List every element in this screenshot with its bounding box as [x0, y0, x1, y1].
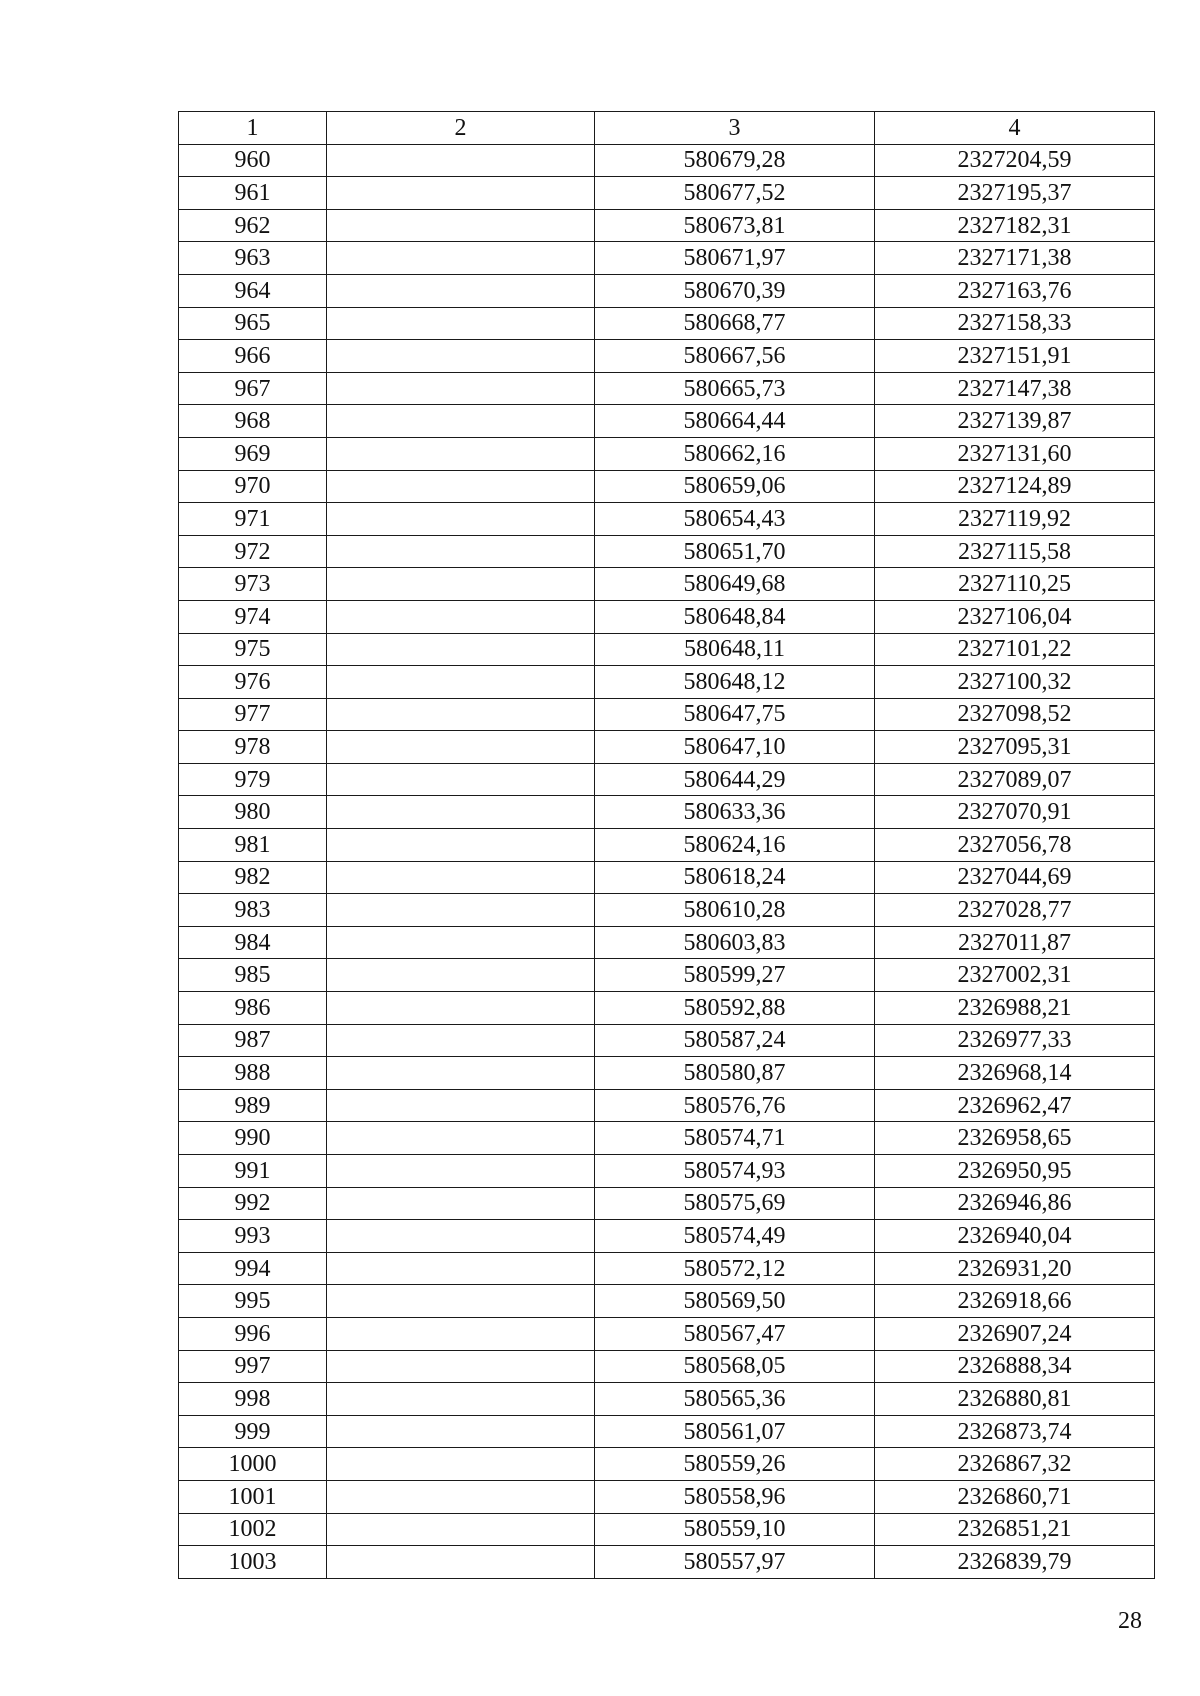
y-coordinate-cell: 2327089,07: [875, 763, 1155, 796]
y-coordinate-cell: 2326860,71: [875, 1480, 1155, 1513]
x-coordinate-cell: 580592,88: [595, 992, 875, 1025]
table-row: [179, 405, 1155, 438]
x-coordinate-cell: 580679,28: [595, 144, 875, 177]
table-row: [179, 763, 1155, 796]
description-cell: [327, 731, 595, 764]
description-cell: [327, 340, 595, 373]
x-coordinate-cell: 580559,10: [595, 1513, 875, 1546]
description-cell: [327, 1220, 595, 1253]
y-coordinate-cell: 2326888,34: [875, 1350, 1155, 1383]
table-row: [179, 1252, 1155, 1285]
description-cell: [327, 144, 595, 177]
table-row: [179, 1122, 1155, 1155]
x-coordinate-cell: 580587,24: [595, 1024, 875, 1057]
table-row: [179, 209, 1155, 242]
description-cell: [327, 698, 595, 731]
table-header: [179, 112, 1155, 145]
x-coordinate-cell: 580647,75: [595, 698, 875, 731]
description-cell: [327, 503, 595, 536]
x-coordinate-cell: 580559,26: [595, 1448, 875, 1481]
point-number-cell: 1002: [179, 1513, 327, 1546]
y-coordinate-cell: 2326931,20: [875, 1252, 1155, 1285]
point-number-cell: 968: [179, 405, 327, 438]
point-number-cell: 987: [179, 1024, 327, 1057]
description-cell: [327, 600, 595, 633]
x-coordinate-cell: 580580,87: [595, 1057, 875, 1090]
y-coordinate-cell: 2327070,91: [875, 796, 1155, 829]
point-number-cell: 978: [179, 731, 327, 764]
table-row: [179, 470, 1155, 503]
y-coordinate-cell: 2327115,58: [875, 535, 1155, 568]
y-coordinate-cell: 2326940,04: [875, 1220, 1155, 1253]
description-cell: [327, 829, 595, 862]
description-cell: [327, 1089, 595, 1122]
x-coordinate-cell: 580576,76: [595, 1089, 875, 1122]
table-row: [179, 666, 1155, 699]
table-body: [179, 144, 1155, 1578]
x-coordinate-cell: 580574,93: [595, 1155, 875, 1188]
point-number-cell: 996: [179, 1317, 327, 1350]
point-number-cell: 1000: [179, 1448, 327, 1481]
point-number-cell: 973: [179, 568, 327, 601]
coordinates-table: [178, 111, 1155, 1579]
x-coordinate-cell: 580648,11: [595, 633, 875, 666]
x-coordinate-cell: 580599,27: [595, 959, 875, 992]
point-number-cell: 984: [179, 926, 327, 959]
point-number-cell: 990: [179, 1122, 327, 1155]
point-number-cell: 992: [179, 1187, 327, 1220]
x-coordinate-cell: 580667,56: [595, 340, 875, 373]
point-number-cell: 967: [179, 372, 327, 405]
point-number-cell: 993: [179, 1220, 327, 1253]
table-row: [179, 1089, 1155, 1122]
description-cell: [327, 1057, 595, 1090]
table-row: [179, 1415, 1155, 1448]
y-coordinate-cell: 2327056,78: [875, 829, 1155, 862]
header-col-3: 3: [595, 112, 875, 145]
x-coordinate-cell: 580654,43: [595, 503, 875, 536]
description-cell: [327, 274, 595, 307]
x-coordinate-cell: 580575,69: [595, 1187, 875, 1220]
y-coordinate-cell: 2327195,37: [875, 177, 1155, 210]
y-coordinate-cell: 2327131,60: [875, 437, 1155, 470]
point-number-cell: 1003: [179, 1546, 327, 1579]
y-coordinate-cell: 2326962,47: [875, 1089, 1155, 1122]
description-cell: [327, 633, 595, 666]
y-coordinate-cell: 2326946,86: [875, 1187, 1155, 1220]
point-number-cell: 980: [179, 796, 327, 829]
point-number-cell: 960: [179, 144, 327, 177]
table-row: [179, 1057, 1155, 1090]
table-row: [179, 861, 1155, 894]
description-cell: [327, 307, 595, 340]
description-cell: [327, 1513, 595, 1546]
x-coordinate-cell: 580659,06: [595, 470, 875, 503]
description-cell: [327, 1187, 595, 1220]
point-number-cell: 994: [179, 1252, 327, 1285]
y-coordinate-cell: 2327002,31: [875, 959, 1155, 992]
y-coordinate-cell: 2326950,95: [875, 1155, 1155, 1188]
description-cell: [327, 1317, 595, 1350]
x-coordinate-cell: 580610,28: [595, 894, 875, 927]
y-coordinate-cell: 2327139,87: [875, 405, 1155, 438]
description-cell: [327, 209, 595, 242]
y-coordinate-cell: 2327028,77: [875, 894, 1155, 927]
x-coordinate-cell: 580664,44: [595, 405, 875, 438]
x-coordinate-cell: 580624,16: [595, 829, 875, 862]
y-coordinate-cell: 2327106,04: [875, 600, 1155, 633]
table-row: [179, 274, 1155, 307]
table-row: [179, 992, 1155, 1025]
description-cell: [327, 763, 595, 796]
description-cell: [327, 666, 595, 699]
point-number-cell: 977: [179, 698, 327, 731]
point-number-cell: 1001: [179, 1480, 327, 1513]
x-coordinate-cell: 580662,16: [595, 437, 875, 470]
y-coordinate-cell: 2327163,76: [875, 274, 1155, 307]
table-row: [179, 1383, 1155, 1416]
table-row: [179, 372, 1155, 405]
x-coordinate-cell: 580677,52: [595, 177, 875, 210]
table-row: [179, 600, 1155, 633]
point-number-cell: 988: [179, 1057, 327, 1090]
y-coordinate-cell: 2326958,65: [875, 1122, 1155, 1155]
y-coordinate-cell: 2327110,25: [875, 568, 1155, 601]
description-cell: [327, 1415, 595, 1448]
table-row: [179, 242, 1155, 275]
x-coordinate-cell: 580603,83: [595, 926, 875, 959]
description-cell: [327, 992, 595, 1025]
table-row: [179, 340, 1155, 373]
y-coordinate-cell: 2327124,89: [875, 470, 1155, 503]
point-number-cell: 964: [179, 274, 327, 307]
table-row: [179, 894, 1155, 927]
table-row: [179, 633, 1155, 666]
description-cell: [327, 1350, 595, 1383]
point-number-cell: 982: [179, 861, 327, 894]
header-col-1: 1: [179, 112, 327, 145]
point-number-cell: 975: [179, 633, 327, 666]
description-cell: [327, 1155, 595, 1188]
y-coordinate-cell: 2327204,59: [875, 144, 1155, 177]
x-coordinate-cell: 580572,12: [595, 1252, 875, 1285]
table-row: [179, 1024, 1155, 1057]
table-row: [179, 926, 1155, 959]
table-row: [179, 1480, 1155, 1513]
header-col-2: 2: [327, 112, 595, 145]
x-coordinate-cell: 580671,97: [595, 242, 875, 275]
description-cell: [327, 959, 595, 992]
table-row: [179, 568, 1155, 601]
y-coordinate-cell: 2326867,32: [875, 1448, 1155, 1481]
table-row: [179, 437, 1155, 470]
y-coordinate-cell: 2326977,33: [875, 1024, 1155, 1057]
coordinates-sheet: [178, 111, 1154, 1579]
y-coordinate-cell: 2327098,52: [875, 698, 1155, 731]
x-coordinate-cell: 580648,84: [595, 600, 875, 633]
table-row: [179, 1513, 1155, 1546]
point-number-cell: 985: [179, 959, 327, 992]
table-row: [179, 698, 1155, 731]
x-coordinate-cell: 580569,50: [595, 1285, 875, 1318]
description-cell: [327, 405, 595, 438]
description-cell: [327, 568, 595, 601]
table-row: [179, 1220, 1155, 1253]
y-coordinate-cell: 2326880,81: [875, 1383, 1155, 1416]
point-number-cell: 989: [179, 1089, 327, 1122]
point-number-cell: 995: [179, 1285, 327, 1318]
description-cell: [327, 1448, 595, 1481]
x-coordinate-cell: 580649,68: [595, 568, 875, 601]
description-cell: [327, 1024, 595, 1057]
x-coordinate-cell: 580558,96: [595, 1480, 875, 1513]
x-coordinate-cell: 580618,24: [595, 861, 875, 894]
x-coordinate-cell: 580574,49: [595, 1220, 875, 1253]
x-coordinate-cell: 580673,81: [595, 209, 875, 242]
x-coordinate-cell: 580633,36: [595, 796, 875, 829]
point-number-cell: 963: [179, 242, 327, 275]
y-coordinate-cell: 2326873,74: [875, 1415, 1155, 1448]
y-coordinate-cell: 2326968,14: [875, 1057, 1155, 1090]
description-cell: [327, 372, 595, 405]
description-cell: [327, 437, 595, 470]
y-coordinate-cell: 2326839,79: [875, 1546, 1155, 1579]
point-number-cell: 974: [179, 600, 327, 633]
y-coordinate-cell: 2327119,92: [875, 503, 1155, 536]
description-cell: [327, 242, 595, 275]
point-number-cell: 983: [179, 894, 327, 927]
y-coordinate-cell: 2327011,87: [875, 926, 1155, 959]
y-coordinate-cell: 2327151,91: [875, 340, 1155, 373]
y-coordinate-cell: 2327095,31: [875, 731, 1155, 764]
table-row: [179, 796, 1155, 829]
y-coordinate-cell: 2327158,33: [875, 307, 1155, 340]
x-coordinate-cell: 580647,10: [595, 731, 875, 764]
x-coordinate-cell: 580670,39: [595, 274, 875, 307]
description-cell: [327, 1546, 595, 1579]
y-coordinate-cell: 2327147,38: [875, 372, 1155, 405]
point-number-cell: 965: [179, 307, 327, 340]
description-cell: [327, 1122, 595, 1155]
y-coordinate-cell: 2326918,66: [875, 1285, 1155, 1318]
table-row: [179, 1350, 1155, 1383]
description-cell: [327, 470, 595, 503]
header-col-4: 4: [875, 112, 1155, 145]
table-row: [179, 1317, 1155, 1350]
x-coordinate-cell: 580665,73: [595, 372, 875, 405]
description-cell: [327, 535, 595, 568]
table-row: [179, 1155, 1155, 1188]
header-row: [179, 112, 1155, 145]
y-coordinate-cell: 2326907,24: [875, 1317, 1155, 1350]
y-coordinate-cell: 2326988,21: [875, 992, 1155, 1025]
point-number-cell: 999: [179, 1415, 327, 1448]
description-cell: [327, 861, 595, 894]
description-cell: [327, 796, 595, 829]
y-coordinate-cell: 2326851,21: [875, 1513, 1155, 1546]
point-number-cell: 981: [179, 829, 327, 862]
point-number-cell: 998: [179, 1383, 327, 1416]
table-row: [179, 1448, 1155, 1481]
x-coordinate-cell: 580565,36: [595, 1383, 875, 1416]
point-number-cell: 971: [179, 503, 327, 536]
point-number-cell: 991: [179, 1155, 327, 1188]
point-number-cell: 979: [179, 763, 327, 796]
table-row: [179, 829, 1155, 862]
table-row: [179, 307, 1155, 340]
x-coordinate-cell: 580557,97: [595, 1546, 875, 1579]
x-coordinate-cell: 580644,29: [595, 763, 875, 796]
description-cell: [327, 926, 595, 959]
x-coordinate-cell: 580567,47: [595, 1317, 875, 1350]
point-number-cell: 972: [179, 535, 327, 568]
point-number-cell: 970: [179, 470, 327, 503]
point-number-cell: 966: [179, 340, 327, 373]
x-coordinate-cell: 580651,70: [595, 535, 875, 568]
y-coordinate-cell: 2327100,32: [875, 666, 1155, 699]
point-number-cell: 962: [179, 209, 327, 242]
table-row: [179, 1546, 1155, 1579]
x-coordinate-cell: 580561,07: [595, 1415, 875, 1448]
point-number-cell: 976: [179, 666, 327, 699]
table-row: [179, 177, 1155, 210]
description-cell: [327, 1383, 595, 1416]
table-row: [179, 503, 1155, 536]
point-number-cell: 997: [179, 1350, 327, 1383]
description-cell: [327, 1252, 595, 1285]
point-number-cell: 986: [179, 992, 327, 1025]
y-coordinate-cell: 2327044,69: [875, 861, 1155, 894]
x-coordinate-cell: 580668,77: [595, 307, 875, 340]
table-row: [179, 144, 1155, 177]
x-coordinate-cell: 580574,71: [595, 1122, 875, 1155]
x-coordinate-cell: 580648,12: [595, 666, 875, 699]
description-cell: [327, 894, 595, 927]
description-cell: [327, 177, 595, 210]
page-number: 28: [1118, 1608, 1142, 1634]
x-coordinate-cell: 580568,05: [595, 1350, 875, 1383]
y-coordinate-cell: 2327171,38: [875, 242, 1155, 275]
table-row: [179, 1285, 1155, 1318]
table-row: [179, 731, 1155, 764]
description-cell: [327, 1285, 595, 1318]
description-cell: [327, 1480, 595, 1513]
table-row: [179, 1187, 1155, 1220]
point-number-cell: 969: [179, 437, 327, 470]
y-coordinate-cell: 2327182,31: [875, 209, 1155, 242]
table-row: [179, 535, 1155, 568]
table-row: [179, 959, 1155, 992]
point-number-cell: 961: [179, 177, 327, 210]
y-coordinate-cell: 2327101,22: [875, 633, 1155, 666]
